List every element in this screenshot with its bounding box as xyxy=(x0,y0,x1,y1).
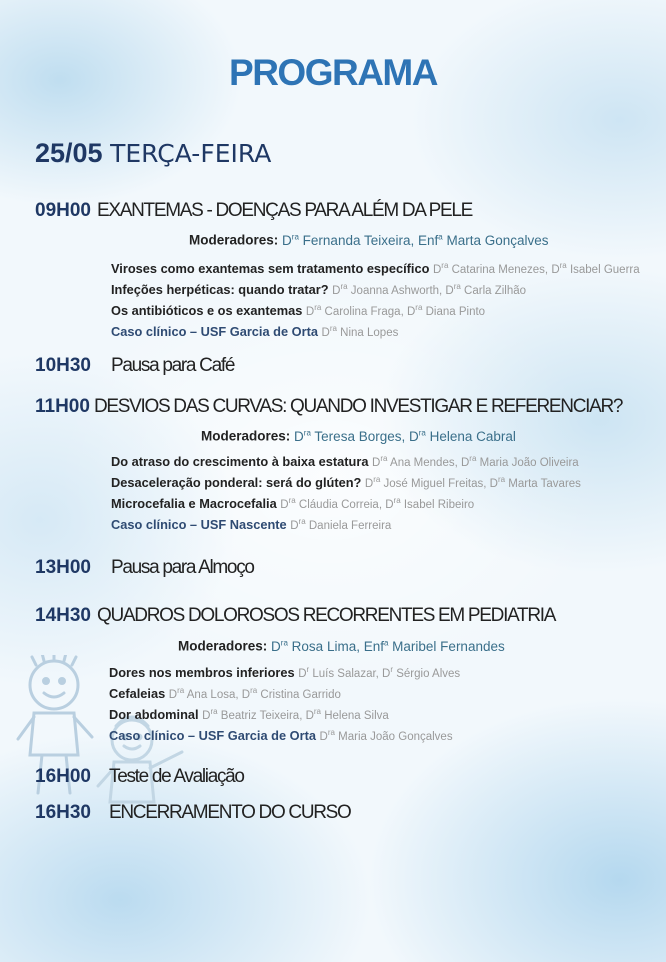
talk-item-case xyxy=(109,728,453,743)
talk-item xyxy=(109,686,341,701)
talk-item xyxy=(109,665,460,680)
moderators-line xyxy=(178,638,505,654)
talk-item xyxy=(111,261,640,276)
talk-speakers: $D^{ra}$ Ana Mendes, $D^{ra}$ Maria João Oliveira xyxy=(372,454,579,469)
page-title: PROGRAMA xyxy=(229,52,437,93)
talk-title: Infeções herpéticas: quando tratar? xyxy=(111,282,329,297)
talk-speakers: $D^{ra}$ Cláudia Correia, $D^{ra}$ Isabel Ribeiro xyxy=(280,496,475,511)
session-heading xyxy=(35,802,351,824)
talk-item xyxy=(111,496,474,511)
talk-title: Os antibióticos e os exantemas xyxy=(111,303,303,318)
session-title: Pausa para Café xyxy=(111,355,235,376)
talk-speakers: $D^{ra}$ José Miguel Freitas, $D^{ra}$ Marta Tavares xyxy=(364,475,581,490)
talk-item xyxy=(111,282,526,297)
session-time: 13H00 xyxy=(35,557,91,578)
day-weekday: TERÇA-FEIRA xyxy=(110,139,272,168)
session-time: 10H30 xyxy=(35,355,91,376)
talk-title: Caso clínico – USF Garcia de Orta xyxy=(111,324,318,339)
moderators-label: Moderadores: xyxy=(201,428,291,444)
talk-title: Viroses como exantemas sem tratamento específico xyxy=(111,261,430,276)
talk-item xyxy=(111,454,579,469)
talk-title: Do atraso do crescimento à baixa estatura xyxy=(111,454,369,469)
moderators-names: $D^{ra}$ Teresa Borges, $D^{ra}$ Helena Cabral xyxy=(294,428,516,444)
moderators-label: Moderadores: xyxy=(189,232,279,248)
session-time: 09H00 xyxy=(35,200,91,221)
talk-title: Cefaleias xyxy=(109,686,166,701)
talk-speakers: $D^r$ Luís Salazar, $D^r$ Sérgio Alves xyxy=(298,665,461,680)
talk-speakers: $D^{ra}$ Daniela Ferreira xyxy=(290,517,392,532)
day-heading xyxy=(35,138,271,169)
session-title: ENCERRAMENTO DO CURSO xyxy=(109,802,351,823)
break-heading xyxy=(35,355,234,377)
talk-speakers: $D^{ra}$ Joanna Ashworth, $D^{ra}$ Carla Zilhão xyxy=(332,282,527,297)
session-title: DESVIOS DAS CURVAS: QUANDO INVESTIGAR E REFERENCIAR? xyxy=(93,396,623,417)
session-time: 16H00 xyxy=(35,766,91,787)
talk-title: Caso clínico – USF Garcia de Orta xyxy=(109,728,316,743)
talk-speakers: $D^{ra}$ Catarina Menezes, $D^{ra}$ Isabel Guerra xyxy=(432,261,640,276)
talk-speakers: $D^{ra}$ Beatriz Teixeira, $D^{ra}$ Helena Silva xyxy=(202,707,389,722)
session-heading xyxy=(35,605,555,627)
break-heading xyxy=(35,557,254,579)
session-time: 16H30 xyxy=(35,802,91,823)
session-time: 11H00 xyxy=(35,396,90,417)
session-title: EXANTEMAS - DOENÇAS PARA ALÉM DA PELE xyxy=(97,200,472,221)
session-title: Pausa para Almoço xyxy=(111,557,254,578)
moderators-names: $D^{ra}$ Fernanda Teixeira, Enf$^a$ Marta Gonçalves xyxy=(282,232,549,248)
session-title: Teste de Avaliação xyxy=(109,766,244,787)
talk-item xyxy=(109,707,389,722)
talk-item-case xyxy=(111,517,391,532)
talk-title: Dor abdominal xyxy=(109,707,199,722)
talk-title: Caso clínico – USF Nascente xyxy=(111,517,287,532)
talk-title: Microcefalia e Macrocefalia xyxy=(111,496,277,511)
talk-speakers: $D^{ra}$ Maria João Gonçalves xyxy=(319,728,453,743)
session-time: 14H30 xyxy=(35,605,91,626)
talk-item-case xyxy=(111,324,398,339)
talk-item xyxy=(111,475,581,490)
moderators-line xyxy=(189,232,549,248)
session-heading xyxy=(35,766,244,788)
moderators-label: Moderadores: xyxy=(178,638,268,654)
moderators-names: $D^{ra}$ Rosa Lima, Enf$^a$ Maribel Fernandes xyxy=(271,638,505,654)
day-date: 25/05 xyxy=(35,138,103,168)
session-heading xyxy=(35,396,622,418)
talk-item xyxy=(111,303,485,318)
talk-speakers: $D^{ra}$ Carolina Fraga, $D^{ra}$ Diana Pinto xyxy=(305,303,486,318)
talk-speakers: $D^{ra}$ Ana Losa, $D^{ra}$ Cristina Garrido xyxy=(168,686,341,701)
talk-speakers: $D^{ra}$ Nina Lopes xyxy=(321,324,399,339)
talk-title: Dores nos membros inferiores xyxy=(109,665,295,680)
session-title: QUADROS DOLOROSOS RECORRENTES EM PEDIATRIA xyxy=(97,605,556,626)
moderators-line xyxy=(201,428,516,444)
session-heading xyxy=(35,200,472,222)
talk-title: Desaceleração ponderal: será do glúten? xyxy=(111,475,362,490)
